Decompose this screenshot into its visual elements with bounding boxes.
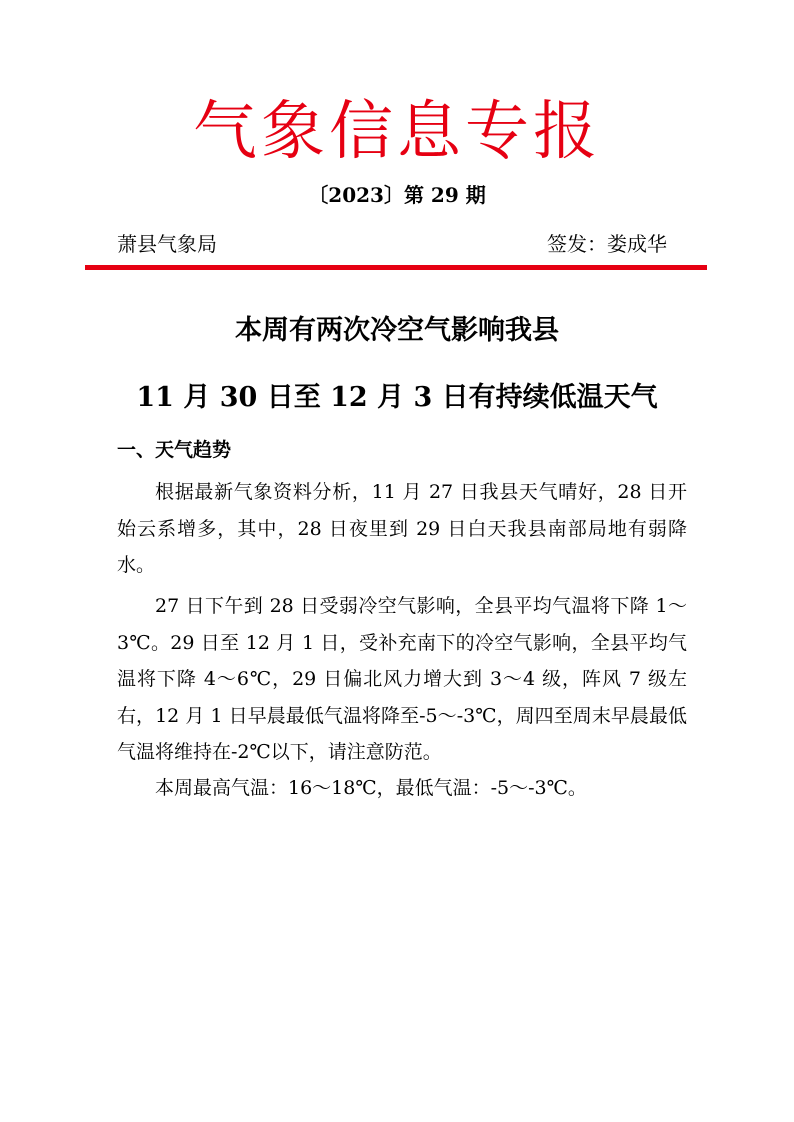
signed-by: 签发：娄成华	[547, 232, 667, 256]
red-divider	[85, 265, 707, 270]
issue-number: 〔2023〕第 29 期	[308, 183, 486, 207]
headline-line-2: 11 月 30 日至 12 月 3 日有持续低温天气	[136, 382, 658, 413]
paragraph: 27 日下午到 28 日受弱冷空气影响，全县平均气温将下降 1～3℃。29 日至 12 月 1 日，受补充南下的冷空气影响，全县平均气温将下降 4～6℃，29 日偏北风力增大到 3～4 级，阵风 7 级左右，12 月 1 日早晨最低气温将降至-5～-3℃，周四至周末早晨最低气温将维持在-2℃以下，请注意防范。	[117, 595, 687, 764]
masthead-title: 气象信息专报	[193, 95, 601, 169]
paragraph: 本周最高气温：16～18℃，最低气温：-5～-3℃。	[155, 777, 587, 799]
paragraph: 根据最新气象资料分析，11 月 27 日我县天气晴好，28 日开始云系增多，其中，28 日夜里到 29 日白天我县南部局地有弱降水。	[117, 481, 687, 577]
headline-line-1: 本周有两次冷空气影响我县	[235, 315, 559, 346]
section-heading: 一、天气趋势	[117, 439, 232, 461]
issuing-agency: 萧县气象局	[117, 232, 217, 256]
